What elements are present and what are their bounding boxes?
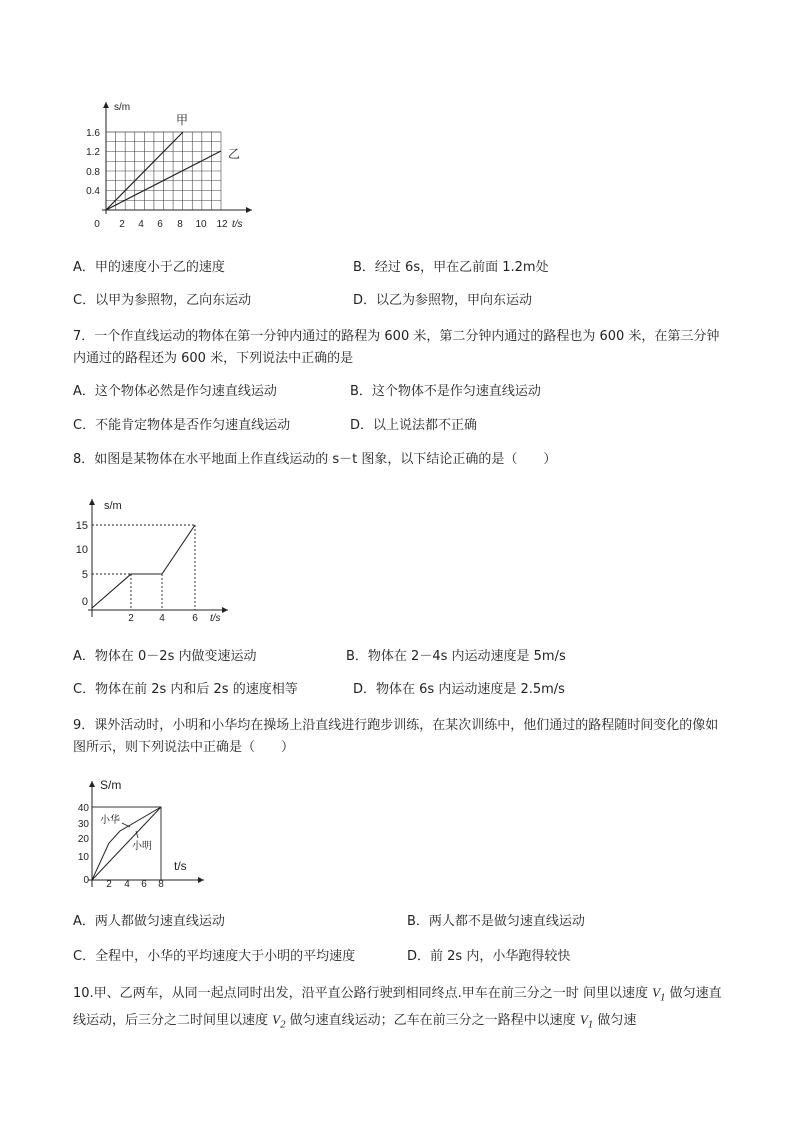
q9-option-d: D．前 2s 内，小华跑得较快 [407,949,571,964]
q10-v3: $V_1$ [579,1011,594,1031]
q6-option-a: A．甲的速度小于乙的速度 [73,260,225,275]
q6-xlabel: t/s [232,219,243,230]
q8-line [92,525,195,608]
q9-xtick: 2 [106,879,112,890]
q6-option-b: B．经过 6s，甲在乙前面 1.2m处 [353,260,549,275]
q9-st-chart [76,775,216,895]
q7-stem: 7．一个作直线运动的物体在第一分钟内通过的路程为 600 米，第二分钟内通过的路程也为 600 米，在第三分钟内通过的路程还为 600 米，下列说法中正确的是 [73,329,720,366]
q9-option-c: C．全程中，小华的平均速度大于小明的平均速度 [73,949,356,964]
q8-option-b: B．物体在 2－4s 内运动速度是 5m/s [346,649,566,664]
q7-option-d: D．以上说法都不正确 [350,418,478,433]
q6-option-c: C．以甲为参照物，乙向东运动 [73,293,252,308]
q8-stem: 8．如图是某物体在水平地面上作直线运动的 s－t 图象，以下结论正确的是（ ） [73,452,557,467]
q6-label-jia: 甲 [176,113,189,127]
q9-xlabel: t/s [174,859,187,873]
q10-v2: $V_2$ [272,1011,286,1031]
q9-xtick: 8 [158,879,164,890]
q9-option-a: A．两人都做匀速直线运动 [73,914,225,929]
q9-xtick: 6 [141,879,147,890]
q8-ytick: 0 [81,596,88,608]
q7-option-c: C．不能肯定物体是否作匀速直线运动 [73,418,291,433]
q6-label-yi: 乙 [228,147,241,161]
q6-ylabel: s/m [114,102,131,113]
q8-xtick: 2 [128,613,134,624]
q9-xtick: 4 [124,879,130,890]
q8-option-c: C．物体在前 2s 内和后 2s 的速度相等 [73,682,298,697]
q8-xtick: 4 [159,613,165,624]
q8-xtick: 6 [192,613,198,624]
q9-label-xiaohua: 小华 [100,815,120,826]
q7-option-a: A．这个物体必然是作匀速直线运动 [73,384,277,399]
q8-option-a: A．物体在 0－2s 内做变速运动 [73,649,257,664]
q8-ytick: 15 [75,520,88,532]
q6-xtick: 6 [157,219,163,230]
q6-xtick: 4 [138,219,144,230]
q6-ytick: 1.6 [86,128,100,139]
q6-xtick: 0 [94,219,100,230]
q6-xtick: 8 [177,219,183,230]
q10-stem-part: 做匀速直线运动，后三分之二时间里以速度 [73,986,722,1028]
q8-xlabel: t/s [210,613,221,624]
q8-option-d: D．物体在 6s 内运动速度是 2.5m/s [353,682,565,697]
q6-ytick: 0.8 [86,167,100,178]
q7-option-b: B．这个物体不是作匀速直线运动 [350,384,541,399]
q10-v1: $V_1$ [652,985,666,1004]
q8-ylabel: s/m [104,500,122,512]
q9-ytick: 10 [77,852,89,863]
q6-xtick: 2 [119,219,125,230]
q9-option-b: B．两人都不是做匀速直线运动 [407,914,585,929]
q8-ytick: 5 [81,569,88,581]
q6-st-chart [80,100,250,235]
q6-xtick: 12 [216,219,228,230]
q6-ytick: 1.2 [86,147,100,158]
q8-ytick: 10 [75,544,88,556]
q9-ytick: 20 [77,834,89,845]
q10-stem [73,982,723,1035]
q9-label-xiaoming: 小明 [132,841,152,852]
q8-st-chart [75,495,240,625]
q10-stem-part: 10.甲、乙两车，从同一起点同时出发，沿平直公路行驶到相同终点.甲车在前三分之一时 间里以速度 [73,986,648,1001]
q6-ytick: 0.4 [86,186,100,197]
q6-xtick: 10 [195,219,207,230]
q9-ytick: 30 [77,819,89,830]
q9-ytick: 0 [83,875,89,886]
q9-ylabel: S/m [100,778,122,792]
q9-stem: 9．课外活动时，小明和小华均在操场上沿直线进行跑步训练，在某次训练中，他们通过的路程随时间变化的像如图所示，则下列说法中正确是（ ） [73,718,719,755]
q9-ytick: 40 [77,803,89,814]
q6-option-d: D．以乙为参照物，甲向东运动 [353,293,533,308]
q10-stem-part: 做匀速直线运动；乙车在前三分之一路程中以速度 [289,1012,576,1028]
q10-stem-part: 做匀速 [597,1012,637,1028]
